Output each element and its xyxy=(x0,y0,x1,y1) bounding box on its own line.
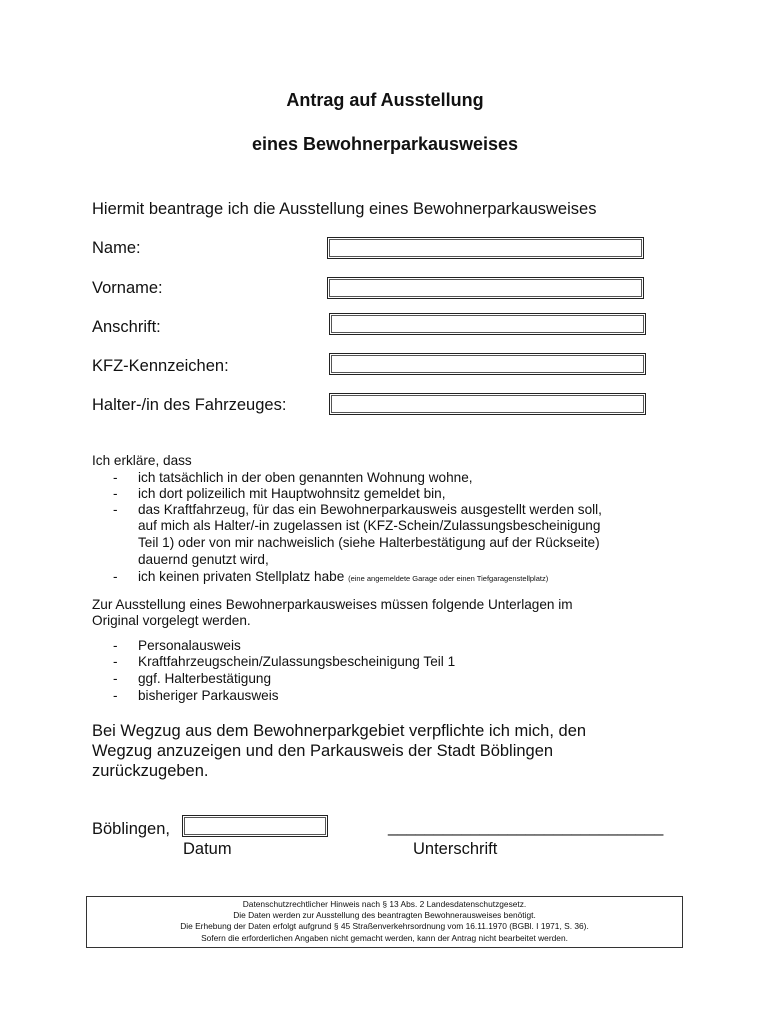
declaration-heading: Ich erkläre, dass xyxy=(92,453,192,468)
documents-item: bisheriger Parkausweis xyxy=(138,688,279,703)
vorname-label: Vorname: xyxy=(92,279,163,297)
declaration-item: das Kraftfahrzeug, für das ein Bewohnerparkausweis ausgestellt werden soll, xyxy=(138,502,602,517)
date-field[interactable] xyxy=(182,815,328,837)
place-label: Böblingen, xyxy=(92,820,170,838)
vorname-field[interactable] xyxy=(327,277,644,299)
signature-line: ______________________________ xyxy=(388,818,664,836)
declaration-item-continued: Teil 1) oder von mir nachweislich (siehe Halterbestätigung auf der Rückseite) xyxy=(138,535,600,550)
documents-bullet: - xyxy=(113,638,118,653)
stellplatz-text: ich keinen privaten Stellplatz habe xyxy=(138,569,345,584)
kfz-kennzeichen-label: KFZ-Kennzeichen: xyxy=(92,357,229,375)
intro-text: Hiermit beantrage ich die Ausstellung eines Bewohnerparkausweises xyxy=(92,200,597,218)
declaration-item-continued: auf mich als Halter/-in zugelassen ist (KFZ-Schein/Zulassungsbescheinigung xyxy=(138,518,601,533)
kfz-kennzeichen-field[interactable] xyxy=(329,353,646,375)
name-field[interactable] xyxy=(327,237,644,259)
documents-bullet: - xyxy=(113,688,118,703)
privacy-notice xyxy=(86,896,683,948)
privacy-notice-line: Die Daten werden zur Ausstellung des beantragten Bewohnerausweises benötigt. xyxy=(233,910,536,921)
anschrift-label: Anschrift: xyxy=(92,318,161,336)
documents-intro: Zur Ausstellung eines Bewohnerparkausweises müssen folgende Unterlagen im xyxy=(92,597,573,612)
documents-item: Personalausweis xyxy=(138,638,241,653)
halter-field[interactable] xyxy=(329,393,646,415)
stellplatz-footnote: (eine angemeldete Garage oder einen Tiefgaragenstellplatz) xyxy=(348,574,549,583)
declaration-bullet: - xyxy=(113,569,118,584)
documents-intro-continued: Original vorgelegt werden. xyxy=(92,613,251,628)
declaration-bullet: - xyxy=(113,470,118,485)
privacy-notice-line: Sofern die erforderlichen Angaben nicht gemacht werden, kann der Antrag nicht bearbeitet werden. xyxy=(201,932,568,943)
obligation-text: zurückzugeben. xyxy=(92,762,209,780)
declaration-item: ich tatsächlich in der oben genannten Wohnung wohne, xyxy=(138,470,473,485)
date-label: Datum xyxy=(183,840,232,858)
obligation-text: Wegzug anzuzeigen und den Parkausweis der Stadt Böblingen xyxy=(92,742,554,760)
documents-item: Kraftfahrzeugschein/Zulassungsbescheinigung Teil 1 xyxy=(138,654,456,669)
signature-label: Unterschrift xyxy=(413,840,498,858)
title-line-2: eines Bewohnerparkausweises xyxy=(251,134,519,154)
name-label: Name: xyxy=(92,239,141,257)
declaration-bullet: - xyxy=(113,502,118,517)
declaration-item xyxy=(138,569,548,584)
declaration-bullet: - xyxy=(113,486,118,501)
documents-bullet: - xyxy=(113,654,118,669)
halter-label: Halter-/in des Fahrzeuges: xyxy=(92,396,287,414)
declaration-item: ich dort polizeilich mit Hauptwohnsitz gemeldet bin, xyxy=(138,486,446,501)
documents-item: ggf. Halterbestätigung xyxy=(138,671,272,686)
obligation-text: Bei Wegzug aus dem Bewohnerparkgebiet verpflichte ich mich, den xyxy=(92,722,587,740)
anschrift-field[interactable] xyxy=(329,313,646,335)
declaration-item-continued: dauernd genutzt wird, xyxy=(138,552,269,567)
privacy-notice-line: Die Erhebung der Daten erfolgt aufgrund § 45 Straßenverkehrsordnung vom 16.11.1970 (BGBl. I 1971, S. 36). xyxy=(180,921,589,932)
privacy-notice-line: Datenschutzrechtlicher Hinweis nach § 13 Abs. 2 Landesdatenschutzgesetz. xyxy=(242,899,527,909)
documents-bullet: - xyxy=(113,671,118,686)
title-line-1: Antrag auf Ausstellung xyxy=(286,90,484,110)
